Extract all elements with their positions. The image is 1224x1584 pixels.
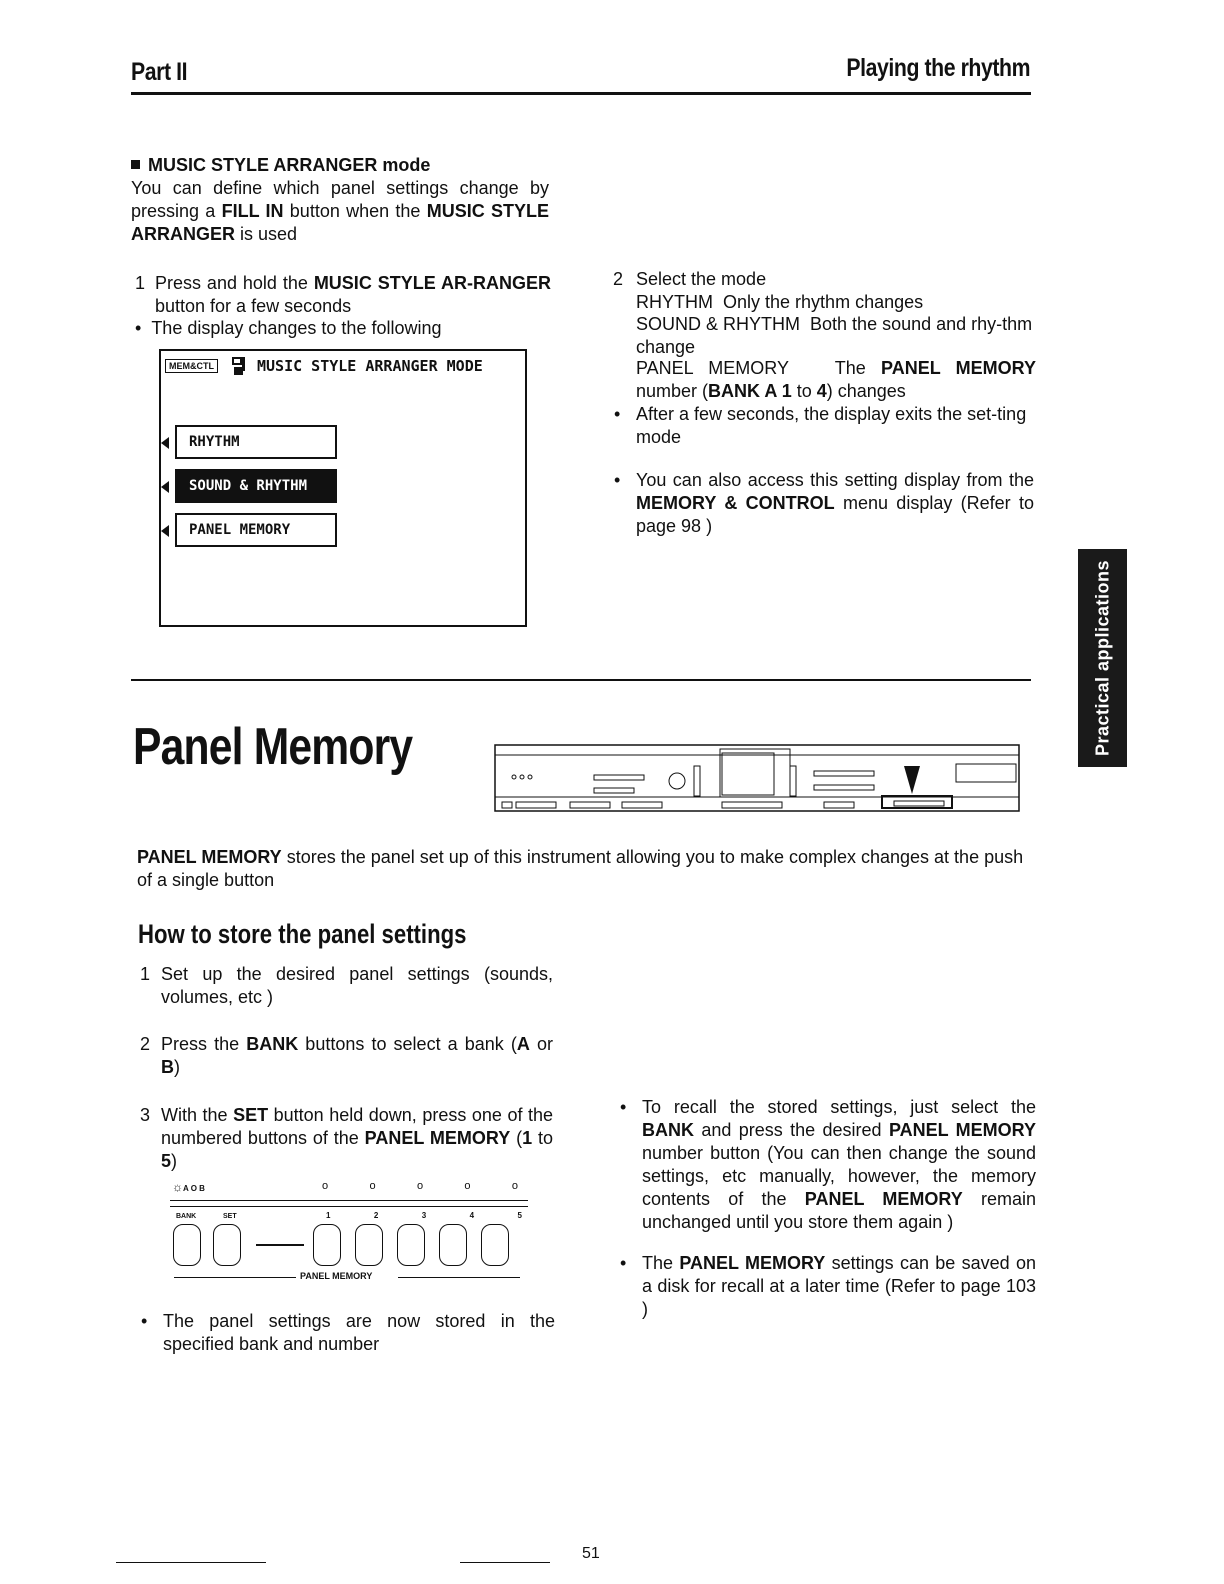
bullet-icon: • <box>141 1311 148 1331</box>
bullet-icon: • <box>620 1097 627 1117</box>
set-label: SET <box>223 1213 237 1220</box>
triangle-left-icon <box>161 437 169 449</box>
section-header: Part II <box>131 58 188 86</box>
step-number: 1 <box>140 964 151 984</box>
bank-button[interactable] <box>173 1224 201 1266</box>
store-heading: How to store the panel settings <box>138 919 467 949</box>
diagram-rule <box>170 1200 528 1201</box>
triangle-left-icon <box>161 481 169 493</box>
step-number: 3 <box>140 1105 151 1125</box>
section-divider <box>131 679 1031 681</box>
mem-ctl-tag: MEM&CTL <box>165 359 218 373</box>
option-sound-rhythm[interactable]: SOUND & RHYTHM <box>175 469 337 503</box>
step2-bullet-1: • After a few seconds, the display exits the set-ting mode <box>614 404 1027 447</box>
triangle-left-icon <box>161 525 169 537</box>
panel-memory-caption: PANEL MEMORY <box>300 1271 373 1281</box>
step2-bullet-2: • You can also access this setting display from the MEMORY & CONTROL menu display (Refer to page 98 ) <box>614 470 1034 536</box>
lcd-display <box>159 349 527 627</box>
step-number: 1 <box>135 273 146 293</box>
arranger-intro: You can define which panel settings change by pressing a FILL IN button when the MUSIC STYLE ARRANGER is used <box>131 178 549 244</box>
footer-rule <box>116 1562 266 1563</box>
lcd-title: MUSIC STYLE ARRANGER MODE <box>257 357 483 375</box>
bank-label: BANK <box>176 1213 197 1220</box>
memory-button-2[interactable] <box>355 1224 383 1266</box>
bullet-icon: • <box>614 470 621 490</box>
step2-title: Select the mode <box>636 269 767 289</box>
arranger-step1: Press and hold the MUSIC STYLE AR-RANGER button for a few seconds <box>155 273 551 316</box>
step-number: 2 <box>613 269 624 289</box>
side-tab-label: Practical applications <box>1092 559 1112 757</box>
memory-button-5[interactable] <box>481 1224 509 1266</box>
page-number: 51 <box>582 1545 600 1562</box>
bank-led: ☼A O B <box>172 1180 205 1194</box>
caption-rule <box>398 1277 520 1278</box>
panel-memory-button-diagram <box>170 1180 530 1290</box>
store-step3-bullet: • The panel settings are now stored in the specified bank and number <box>141 1311 555 1354</box>
memory-button-3[interactable] <box>397 1224 425 1266</box>
square-bullet-icon <box>131 160 140 169</box>
mode-rhythm: RHYTHM Only the rhythm changes <box>636 292 924 312</box>
memory-leds: o o o o o <box>322 1180 518 1192</box>
save-bullet: • The PANEL MEMORY settings can be saved on a disk for recall at a later time (Refer to page 103 ) <box>620 1253 1036 1319</box>
store-step1: Set up the desired panel settings (sounds, volumes, etc ) <box>161 964 553 1007</box>
led-lit-icon: ☼ <box>172 1180 183 1194</box>
panel-memory-intro: PANEL MEMORY stores the panel set up of this instrument allowing you to make complex changes at the push of a single button <box>137 847 1024 890</box>
recall-bullet: • To recall the stored settings, just select the BANK and press the desired PANEL MEMORY number button (You can then change the sound settings, etc manually, however, the memory contents of the PANEL MEMORY remain unchanged until you store them again ) <box>620 1097 1036 1232</box>
option-panel-memory[interactable]: PANEL MEMORY <box>175 513 337 547</box>
mode-panel-memory: PANEL MEMORY The PANEL MEMORY number (BANK A 1 to 4) changes <box>636 358 1036 401</box>
arranger-heading: MUSIC STYLE ARRANGER mode <box>131 154 551 177</box>
caption-rule <box>174 1277 296 1278</box>
number-labels: 1 2 3 4 5 <box>326 1211 522 1220</box>
music-note-icon <box>231 355 253 377</box>
option-rhythm[interactable]: RHYTHM <box>175 425 337 459</box>
memory-button-1[interactable] <box>313 1224 341 1266</box>
step-number: 2 <box>140 1034 151 1054</box>
bullet-icon: • <box>614 404 621 424</box>
diagram-rule <box>170 1206 528 1207</box>
diagram-dash <box>256 1244 304 1246</box>
store-step2: Press the BANK buttons to select a bank (A or B) <box>161 1034 553 1077</box>
chapter-header: Playing the rhythm <box>846 54 1030 82</box>
arranger-step1-bullet: • The display changes to the following <box>135 318 442 338</box>
bullet-icon: • <box>135 318 142 338</box>
bullet-icon: • <box>620 1253 627 1273</box>
footer-rule <box>460 1562 550 1563</box>
mode-sound-rhythm: SOUND & RHYTHM Both the sound and rhy-thm change <box>636 314 1033 357</box>
store-step3: With the SET button held down, press one of the numbered buttons of the PANEL MEMORY (1 to 5) <box>161 1105 554 1171</box>
memory-button-4[interactable] <box>439 1224 467 1266</box>
header-rule <box>131 92 1031 95</box>
instrument-panel-illustration <box>494 744 1020 812</box>
set-button[interactable] <box>213 1224 241 1266</box>
side-tab <box>1078 549 1127 767</box>
panel-memory-title: Panel Memory <box>133 718 413 776</box>
